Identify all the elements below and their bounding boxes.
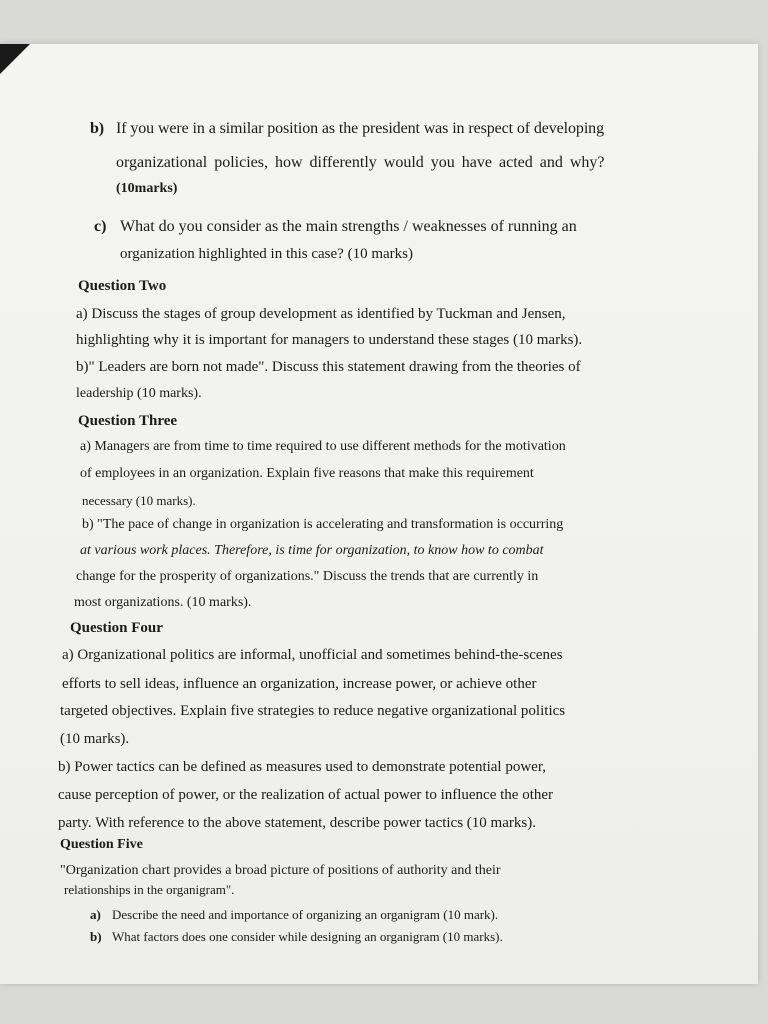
q3b-text-1: b) "The pace of change in organization is accelerating and transformation is occurring [82, 517, 564, 532]
q1b-text-2: organizational policies, how differently would you have acted and why? [116, 154, 605, 171]
q1b-text-3: (10marks) [116, 181, 178, 196]
q2b-line-2 [76, 385, 202, 403]
q1b-line-1 [90, 120, 604, 138]
q4a-text-2: efforts to sell ideas, influence an organization, increase power, or achieve other [62, 676, 537, 692]
q4b-text-1: b) Power tactics can be defined as measures used to demonstrate potential power, [58, 759, 546, 775]
q4a-line-2 [62, 675, 537, 693]
q4a-line-4 [60, 730, 129, 748]
q4a-line-1 [62, 646, 563, 664]
q5-intro-text-2: relationships in the organigram". [64, 882, 235, 897]
q1b-text-1: If you were in a similar position as the president was in respect of developing [116, 120, 604, 137]
q3-heading [78, 412, 177, 430]
q5a-text: Describe the need and importance of organizing an organigram (10 mark). [112, 907, 499, 922]
q1c-line-1 [94, 218, 577, 236]
q2b-text-1: b)" Leaders are born not made". Discuss this statement drawing from the theories of [76, 359, 581, 375]
q2-heading-text: Question Two [78, 278, 167, 294]
q1c-label: c) [94, 218, 107, 235]
q2a-text-1: a) Discuss the stages of group development as identified by Tuckman and Jensen, [76, 306, 566, 322]
q5-heading [60, 836, 143, 854]
q2a-line-1 [76, 305, 566, 323]
q1c-line-2 [120, 245, 413, 263]
q2a-text-2: highlighting why it is important for managers to understand these stages (10 marks). [76, 332, 583, 348]
q2b-text-2: leadership (10 marks). [76, 386, 202, 401]
q5-intro-line-2 [64, 881, 234, 899]
q5a-line [90, 906, 498, 924]
q3b-text-3: change for the prosperity of organizations." Discuss the trends that are currently in [76, 569, 539, 584]
q5b-text: What factors does one consider while designing an organigram (10 marks). [112, 929, 503, 944]
q5b-label: b) [90, 929, 102, 944]
q3b-line-2 [80, 542, 544, 560]
page-corner-shadow [0, 44, 30, 74]
q5-heading-text: Question Five [60, 837, 143, 852]
q4b-line-1 [58, 758, 546, 776]
q1c-text-2: organization highlighted in this case? (10 marks) [120, 246, 413, 262]
q1b-line-3 [116, 180, 177, 198]
q4a-text-3: targeted objectives. Explain five strategies to reduce negative organizational politics [60, 703, 566, 719]
q5a-label: a) [90, 907, 101, 922]
q3a-text-1: a) Managers are from time to time required to use different methods for the motivation [80, 439, 566, 454]
q2a-line-2 [76, 331, 582, 349]
q4-heading-text: Question Four [70, 620, 163, 636]
q3a-line-2 [80, 465, 534, 483]
q4-heading [70, 619, 163, 637]
q2b-line-1 [76, 358, 581, 376]
q4b-text-2: cause perception of power, or the realization of actual power to influence the other [58, 787, 554, 803]
q5-intro-line-1 [60, 862, 501, 880]
q3b-text-4: most organizations. (10 marks). [74, 595, 252, 610]
q4a-line-3 [60, 702, 565, 720]
q4b-line-2 [58, 786, 553, 804]
q4b-line-3 [58, 814, 536, 832]
q4a-text-1: a) Organizational politics are informal, unofficial and sometimes behind-the-scenes [62, 647, 563, 663]
q3a-text-2: of employees in an organization. Explain five reasons that make this requirement [80, 466, 534, 481]
q3b-line-4 [74, 594, 251, 612]
q3a-text-3: necessary (10 marks). [82, 493, 196, 508]
q3b-line-3 [76, 568, 538, 586]
q1b-label: b) [90, 120, 105, 137]
q5-intro-text-1: "Organization chart provides a broad picture of positions of authority and their [60, 863, 501, 878]
q3a-line-3 [82, 492, 196, 510]
q3b-line-1 [82, 516, 563, 534]
q3b-text-2: at various work places. Therefore, is time for organization, to know how to combat [80, 543, 544, 558]
q5b-line [90, 928, 503, 946]
q1b-line-2 [116, 154, 605, 172]
q4b-text-3: party. With reference to the above statement, describe power tactics (10 marks). [58, 815, 536, 831]
q1c-text-1: What do you consider as the main strengths / weaknesses of running an [120, 218, 577, 235]
q3-heading-text: Question Three [78, 413, 178, 429]
q3a-line-1 [80, 438, 566, 456]
q4a-text-4: (10 marks). [60, 731, 130, 747]
q2-heading [78, 277, 166, 295]
